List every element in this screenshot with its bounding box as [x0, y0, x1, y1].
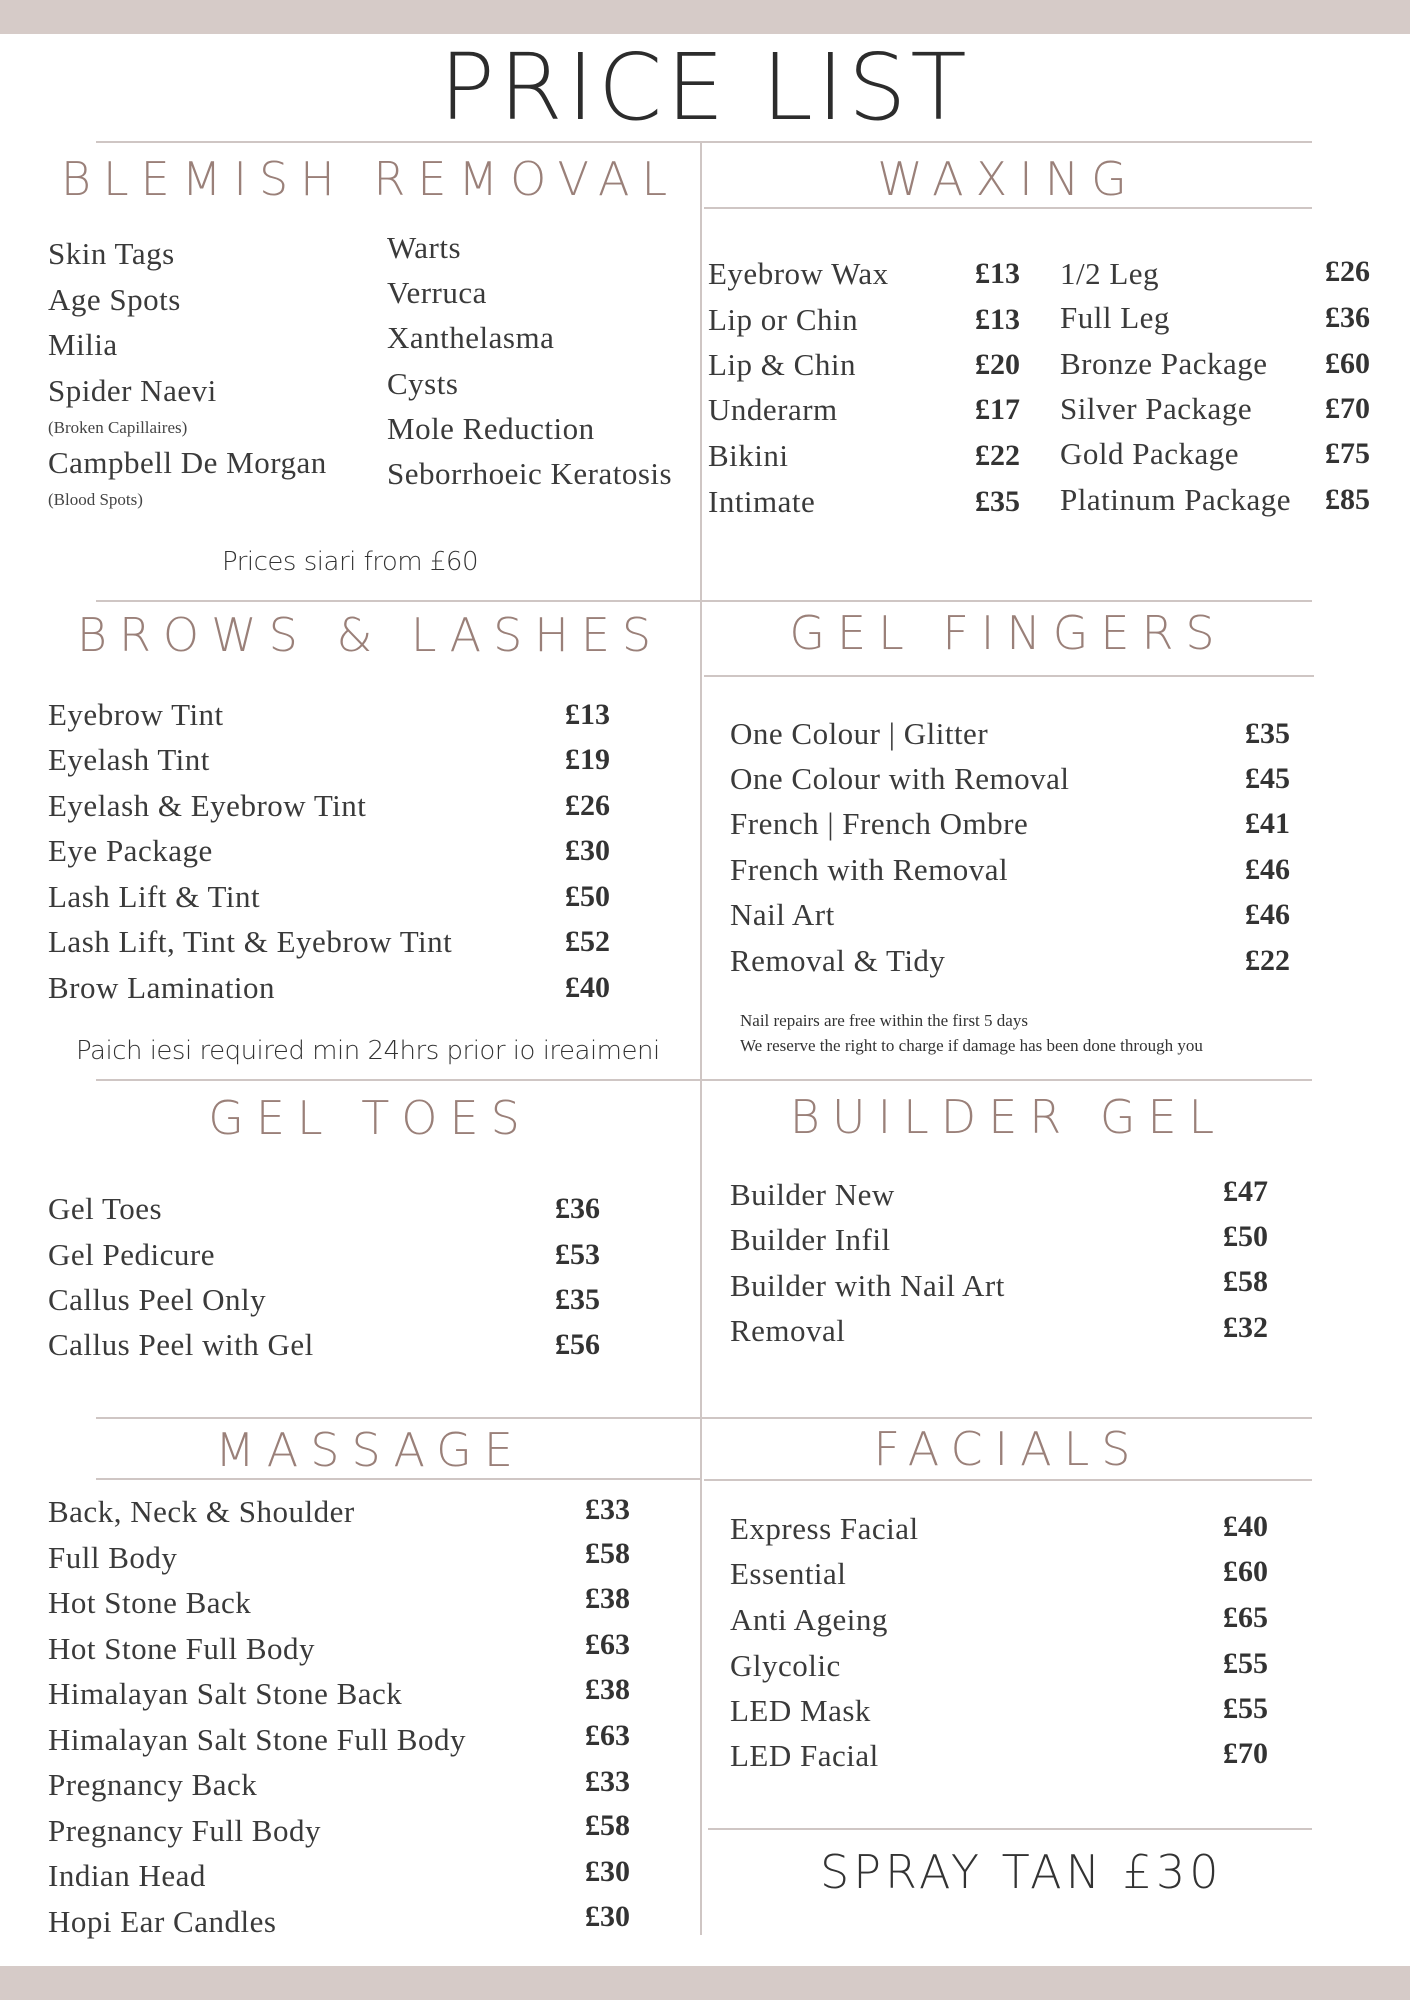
brows-item-price: £50 — [565, 880, 610, 913]
gel-fingers-item-name: Nail Art — [730, 897, 835, 932]
divider-vertical-3 — [700, 1079, 702, 1419]
waxing-item-name: Intimate — [708, 484, 816, 519]
gel-toes-item-price: £53 — [555, 1238, 600, 1271]
massage-item-price: £33 — [585, 1765, 630, 1798]
blemish-item: Verruca — [387, 275, 487, 310]
builder-gel-item-name: Builder Infil — [730, 1222, 891, 1257]
gel-fingers-item-price: £22 — [1245, 944, 1290, 977]
facials-item-price: £70 — [1223, 1737, 1268, 1770]
waxing-item-price: £36 — [1325, 301, 1370, 334]
gel-fingers-item-price: £41 — [1245, 807, 1290, 840]
divider-top — [96, 141, 1312, 143]
brows-item-name: Eyelash Tint — [48, 742, 210, 777]
massage-item-name: Back, Neck & Shoulder — [48, 1494, 355, 1529]
gel-toes-item-name: Callus Peel with Gel — [48, 1327, 314, 1362]
gel-toes-item-name: Gel Pedicure — [48, 1237, 215, 1272]
waxing-item-name: Eyebrow Wax — [708, 256, 889, 291]
brows-item-price: £19 — [565, 743, 610, 776]
divider-massage-heading — [96, 1478, 700, 1480]
massage-item-price: £38 — [585, 1582, 630, 1615]
divider-waxing-heading — [704, 207, 1312, 209]
massage-item-name: Full Body — [48, 1540, 178, 1575]
gel-fingers-item-name: French | French Ombre — [730, 806, 1029, 841]
massage-item-price: £33 — [585, 1493, 630, 1526]
massage-item-price: £30 — [585, 1900, 630, 1933]
blemish-item: Spider Naevi — [48, 373, 217, 408]
gel-fingers-note-repairs: Nail repairs are free within the first 5 days — [740, 1011, 1028, 1030]
gel-toes-item-name: Gel Toes — [48, 1191, 163, 1226]
gel-toes-item-price: £35 — [555, 1283, 600, 1316]
top-band — [0, 0, 1410, 34]
gel-fingers-item-price: £46 — [1245, 853, 1290, 886]
massage-item-name: Hot Stone Full Body — [48, 1631, 316, 1666]
builder-gel-item-price: £32 — [1223, 1311, 1268, 1344]
waxing-item-price: £85 — [1325, 483, 1370, 516]
massage-item-price: £58 — [585, 1537, 630, 1570]
massage-item-name: Pregnancy Full Body — [48, 1813, 321, 1848]
brows-heading: BROWS & LASHES — [76, 608, 664, 662]
gel-toes-heading: GEL TOES — [208, 1091, 532, 1145]
builder-gel-heading: BUILDER GEL — [789, 1090, 1227, 1144]
waxing-heading: WAXING — [877, 152, 1139, 206]
blemish-item: Cysts — [387, 366, 459, 401]
waxing-item-name: Underarm — [708, 392, 838, 427]
brows-item-price: £30 — [565, 834, 610, 867]
builder-gel-item-name: Removal — [730, 1313, 846, 1348]
blemish-item: Campbell De Morgan — [48, 445, 327, 480]
gel-fingers-item-price: £45 — [1245, 762, 1290, 795]
blemish-item: Skin Tags — [48, 236, 175, 271]
waxing-item-name: Full Leg — [1060, 300, 1170, 335]
facials-item-price: £40 — [1223, 1510, 1268, 1543]
gel-fingers-heading: GEL FINGERS — [789, 606, 1227, 660]
waxing-item-price: £22 — [975, 439, 1020, 472]
facials-item-name: LED Facial — [730, 1738, 879, 1773]
facials-item-name: Essential — [730, 1556, 847, 1591]
brows-item-name: Brow Lamination — [48, 970, 276, 1005]
brows-item-price: £40 — [565, 971, 610, 1004]
blemish-item: Xanthelasma — [387, 320, 555, 355]
gel-fingers-item-name: One Colour with Removal — [730, 761, 1070, 796]
gel-toes-item-price: £56 — [555, 1328, 600, 1361]
waxing-item-name: 1/2 Leg — [1060, 256, 1160, 291]
brows-item-price: £26 — [565, 789, 610, 822]
facials-item-name: Express Facial — [730, 1511, 919, 1546]
gel-toes-item-name: Callus Peel Only — [48, 1282, 267, 1317]
massage-item-name: Himalayan Salt Stone Full Body — [48, 1722, 466, 1757]
massage-item-price: £30 — [585, 1855, 630, 1888]
waxing-item-price: £60 — [1325, 347, 1370, 380]
massage-item-price: £63 — [585, 1719, 630, 1752]
blemish-item: Milia — [48, 327, 118, 362]
waxing-item-name: Bronze Package — [1060, 346, 1268, 381]
brows-item-price: £13 — [565, 698, 610, 731]
waxing-item-price: £75 — [1325, 437, 1370, 470]
divider-vertical-1 — [700, 141, 702, 601]
massage-item-name: Indian Head — [48, 1858, 206, 1893]
waxing-item-name: Lip & Chin — [708, 347, 856, 382]
massage-item-price: £63 — [585, 1628, 630, 1661]
facials-item-name: LED Mask — [730, 1693, 871, 1728]
brows-item-name: Lash Lift, Tint & Eyebrow Tint — [48, 924, 453, 959]
massage-item-name: Hot Stone Back — [48, 1585, 252, 1620]
waxing-item-price: £35 — [975, 485, 1020, 518]
blemish-item: Age Spots — [48, 282, 181, 317]
waxing-item-name: Lip or Chin — [708, 302, 859, 337]
divider-gel-fingers-heading — [704, 675, 1314, 677]
waxing-item-name: Gold Package — [1060, 436, 1240, 471]
divider-vertical-2 — [700, 600, 702, 1080]
blemish-heading: BLEMISH REMOVAL — [60, 152, 680, 206]
brows-item-price: £52 — [565, 925, 610, 958]
bottom-band — [0, 1966, 1410, 2000]
waxing-item-price: £70 — [1325, 392, 1370, 425]
blemish-subnote: (Blood Spots) — [48, 490, 143, 509]
builder-gel-item-price: £58 — [1223, 1265, 1268, 1298]
massage-item-name: Pregnancy Back — [48, 1767, 258, 1802]
brows-item-name: Eye Package — [48, 833, 213, 868]
facials-item-name: Anti Ageing — [730, 1602, 888, 1637]
waxing-item-price: £20 — [975, 348, 1020, 381]
builder-gel-item-name: Builder with Nail Art — [730, 1268, 1005, 1303]
waxing-item-price: £13 — [975, 257, 1020, 290]
brows-item-name: Eyelash & Eyebrow Tint — [48, 788, 367, 823]
massage-item-name: Himalayan Salt Stone Back — [48, 1676, 403, 1711]
divider-row3-top — [96, 1079, 1312, 1081]
gel-fingers-item-price: £46 — [1245, 898, 1290, 931]
facials-item-price: £55 — [1223, 1647, 1268, 1680]
blemish-item: Warts — [387, 230, 462, 265]
blemish-item: Seborrhoeic Keratosis — [387, 456, 673, 491]
builder-gel-item-price: £50 — [1223, 1220, 1268, 1253]
divider-facials-heading — [704, 1479, 1312, 1481]
massage-heading: MASSAGE — [215, 1423, 525, 1477]
waxing-item-name: Silver Package — [1060, 391, 1253, 426]
builder-gel-item-price: £47 — [1223, 1175, 1268, 1208]
brows-item-name: Lash Lift & Tint — [48, 879, 261, 914]
gel-fingers-note-charge: We reserve the right to charge if damage has been done through you — [740, 1036, 1203, 1055]
facials-heading: FACIALS — [873, 1422, 1143, 1476]
massage-item-name: Hopi Ear Candles — [48, 1904, 277, 1939]
waxing-item-price: £17 — [975, 393, 1020, 426]
divider-row4-top — [96, 1417, 1312, 1419]
gel-fingers-item-name: French with Removal — [730, 852, 1009, 887]
gel-fingers-item-price: £35 — [1245, 717, 1290, 750]
blemish-subnote: (Broken Capillaires) — [48, 418, 188, 437]
divider-spray-tan — [708, 1828, 1312, 1830]
waxing-item-price: £26 — [1325, 255, 1370, 288]
massage-item-price: £38 — [585, 1673, 630, 1706]
builder-gel-item-name: Builder New — [730, 1177, 895, 1212]
waxing-item-name: Platinum Package — [1060, 482, 1291, 517]
waxing-item-name: Bikini — [708, 438, 789, 473]
massage-item-price: £58 — [585, 1809, 630, 1842]
gel-fingers-item-name: One Colour | Glitter — [730, 716, 989, 751]
gel-fingers-item-name: Removal & Tidy — [730, 943, 946, 978]
waxing-item-price: £13 — [975, 303, 1020, 336]
blemish-item: Mole Reduction — [387, 411, 595, 446]
facials-item-price: £60 — [1223, 1555, 1268, 1588]
facials-item-name: Glycolic — [730, 1648, 841, 1683]
brows-item-name: Eyebrow Tint — [48, 697, 224, 732]
divider-vertical-4 — [700, 1417, 702, 1935]
page-title: PRICE LIST — [439, 34, 971, 141]
gel-toes-item-price: £36 — [555, 1192, 600, 1225]
brows-patch-test-note: Paich iesi required min 24hrs prior io ireaimeni — [76, 1036, 660, 1066]
facials-item-price: £55 — [1223, 1692, 1268, 1725]
divider-row2-top — [96, 600, 1312, 602]
facials-item-price: £65 — [1223, 1601, 1268, 1634]
spray-tan-price: SPRAY TAN £30 — [820, 1845, 1223, 1899]
blemish-price-note: Prices siari from £60 — [222, 547, 479, 577]
